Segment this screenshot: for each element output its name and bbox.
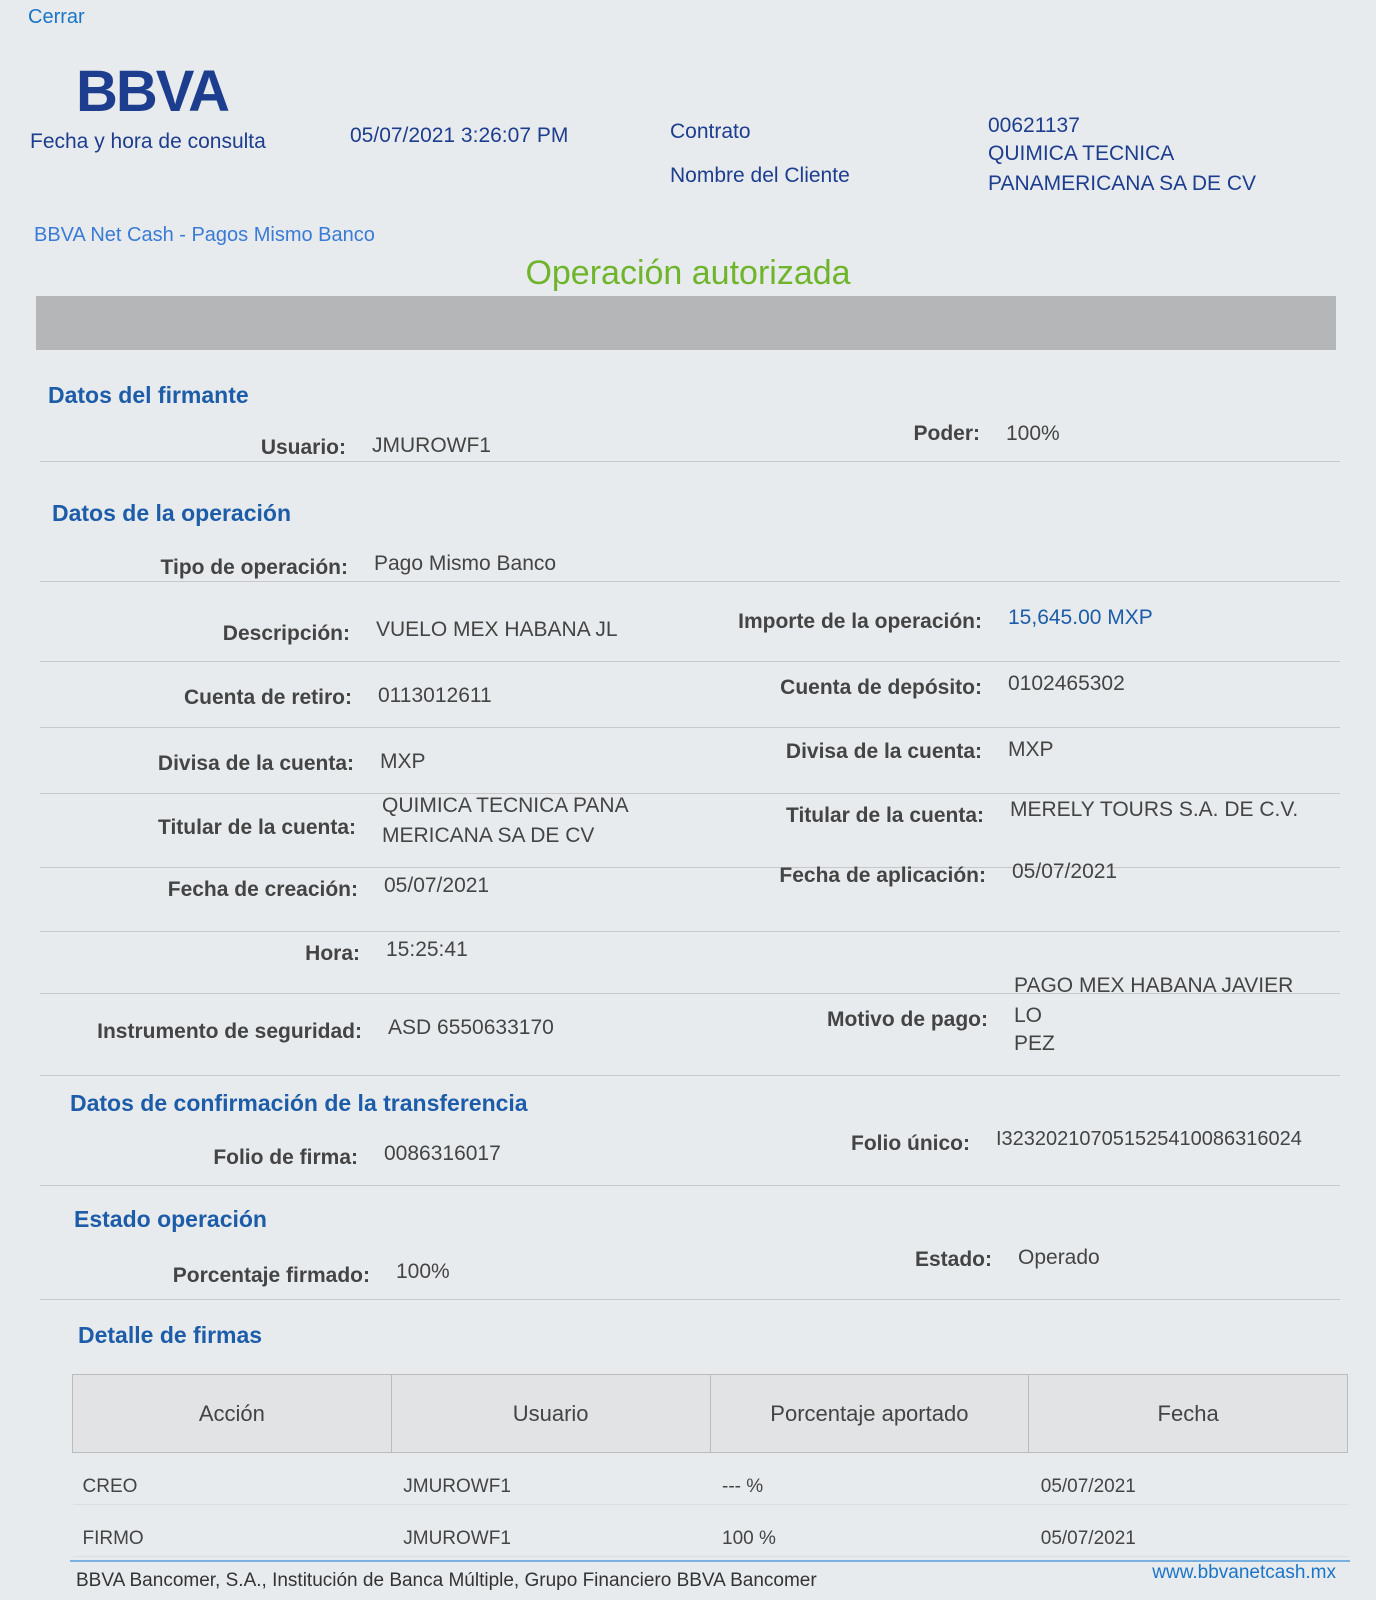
created-date-label: Fecha de creación: [167, 878, 358, 901]
user-cell: JMUROWF1 [391, 1505, 710, 1557]
security-label: Instrumento de seguridad: [97, 1020, 362, 1043]
client-name-line1: QUIMICA TECNICA [988, 142, 1175, 165]
signer-row [40, 420, 1340, 462]
folio-row [40, 1130, 1340, 1186]
deposit-account-value: 0102465302 [1008, 672, 1125, 695]
reason-line3: PEZ [1014, 1032, 1055, 1055]
amount-value: 15,645.00 MXP [1008, 606, 1153, 629]
column-header-percent: Porcentaje aportado [710, 1375, 1029, 1453]
holder-right-value: MERELY TOURS S.A. DE C.V. [1010, 798, 1299, 821]
query-date-value: 05/07/2021 3:26:07 PM [350, 124, 569, 147]
power-label: Poder: [913, 422, 980, 445]
accounts-row [40, 662, 1340, 728]
column-header-date: Fecha [1029, 1375, 1348, 1453]
percent-cell: 100 % [710, 1505, 1029, 1557]
state-row [40, 1244, 1340, 1300]
query-date-label: Fecha y hora de consulta [30, 130, 266, 153]
withdraw-account-label: Cuenta de retiro: [183, 686, 352, 709]
holder-row [40, 794, 1340, 868]
contract-value: 00621137 [988, 114, 1080, 137]
holder-left-line1: QUIMICA TECNICA PANA [382, 794, 629, 817]
created-date-value: 05/07/2021 [384, 874, 490, 897]
client-label: Nombre del Cliente [670, 164, 850, 187]
holder-left-label: Titular de la cuenta: [158, 816, 356, 839]
reason-line2: LO [1014, 1004, 1043, 1027]
currency-right-value: MXP [1008, 738, 1054, 761]
confirmation-section-title: Datos de confirmación de la transferencia [70, 1090, 528, 1116]
description-label: Descripción: [222, 622, 350, 645]
security-row [40, 974, 1340, 1076]
amount-label: Importe de la operación: [738, 610, 982, 633]
currency-left-label: Divisa de la cuenta: [157, 752, 354, 775]
reason-label: Motivo de pago: [827, 1008, 988, 1031]
header-bar [36, 296, 1336, 350]
dates-row [40, 860, 1340, 932]
signature-folio-label: Folio de firma: [213, 1146, 358, 1169]
currency-left-value: MXP [380, 750, 426, 773]
time-label: Hora: [305, 942, 360, 965]
state-label: Estado: [914, 1248, 992, 1271]
column-header-user: Usuario [391, 1375, 710, 1453]
description-value: VUELO MEX HABANA JL [376, 618, 618, 641]
operation-section-title: Datos de la operación [52, 500, 292, 526]
user-cell: JMUROWF1 [391, 1453, 710, 1505]
table-row [73, 1453, 1348, 1505]
signatures-header-row [73, 1375, 1348, 1453]
signatures-table [72, 1374, 1348, 1557]
reason-line1: PAGO MEX HABANA JAVIER [1014, 974, 1294, 997]
client-name-line2: PANAMERICANA SA DE CV [988, 172, 1257, 195]
withdraw-account-value: 0113012611 [378, 684, 492, 707]
signed-percent-label: Porcentaje firmado: [172, 1264, 370, 1287]
applied-date-label: Fecha de aplicación: [779, 864, 986, 887]
operation-type-value: Pago Mismo Banco [374, 552, 557, 575]
footer-link[interactable]: www.bbvanetcash.mx [1152, 1562, 1336, 1583]
signatures-section-title: Detalle de firmas [78, 1322, 263, 1348]
action-cell: FIRMO [73, 1505, 392, 1557]
column-header-action: Acción [73, 1375, 392, 1453]
user-label: Usuario: [260, 436, 346, 459]
power-value: 100% [1006, 422, 1060, 445]
currency-row [40, 728, 1340, 794]
service-name: BBVA Net Cash - Pagos Mismo Banco [34, 224, 375, 246]
bbva-logo: BBVA [76, 59, 229, 124]
currency-right-label: Divisa de la cuenta: [785, 740, 982, 763]
description-row [40, 596, 1340, 662]
operation-type-row [40, 540, 1340, 582]
operation-type-label: Tipo de operación: [160, 556, 348, 579]
table-row [73, 1505, 1348, 1557]
user-value: JMUROWF1 [372, 434, 491, 457]
percent-cell: --- % [710, 1453, 1029, 1505]
signed-percent-value: 100% [396, 1260, 450, 1283]
security-value: ASD 6550633170 [388, 1016, 554, 1039]
state-section-title: Estado operación [74, 1206, 267, 1232]
date-cell: 05/07/2021 [1029, 1453, 1348, 1505]
holder-left-line2: MERICANA SA DE CV [382, 824, 595, 847]
unique-folio-value: I3232021070515254100863160​24 [996, 1128, 1302, 1150]
footer-text: BBVA Bancomer, S.A., Institución de Banca Múltiple, Grupo Financiero BBVA Bancomer [76, 1570, 817, 1591]
deposit-account-label: Cuenta de depósito: [780, 676, 982, 699]
signer-section-title: Datos del firmante [48, 382, 249, 408]
applied-date-value: 05/07/2021 [1012, 860, 1118, 883]
state-value: Operado [1018, 1246, 1100, 1269]
holder-right-label: Titular de la cuenta: [786, 804, 984, 827]
time-value: 15:25:41 [386, 938, 468, 961]
status-title: Operación autorizada [525, 254, 851, 292]
contract-label: Contrato [670, 120, 751, 143]
unique-folio-label: Folio único: [851, 1132, 970, 1155]
date-cell: 05/07/2021 [1029, 1505, 1348, 1557]
signature-folio-value: 0086316017 [384, 1142, 501, 1165]
close-link[interactable]: Cerrar [28, 6, 85, 28]
action-cell: CREO [73, 1453, 392, 1505]
